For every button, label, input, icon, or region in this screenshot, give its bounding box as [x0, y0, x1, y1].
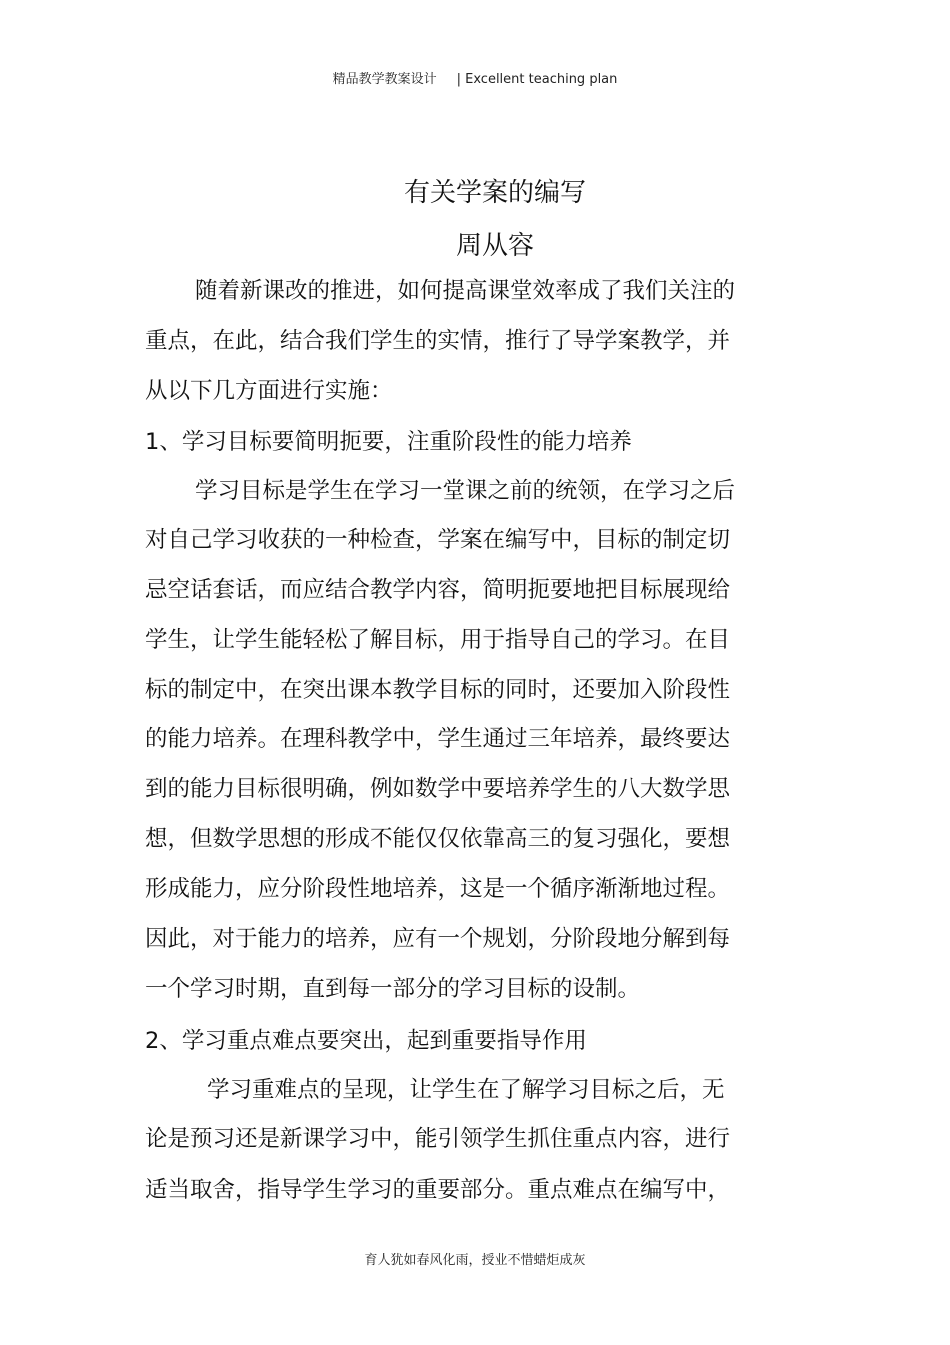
body-line: 对自己学习收获的一种检查，学案在编写中，目标的制定切	[145, 527, 731, 553]
body-line: 学习重难点的呈现，让学生在了解学习目标之后，无	[207, 1077, 725, 1103]
body-line: 到的能力目标很明确，例如数学中要培养学生的八大数学思	[145, 776, 731, 802]
document-author: 周从容	[455, 231, 534, 261]
body-line: 的能力培养。在理科教学中，学生通过三年培养，最终要达	[145, 726, 731, 752]
body-line: 学生，让学生能轻松了解目标，用于指导自己的学习。在目	[145, 627, 731, 653]
document-title: 有关学案的编写	[403, 178, 586, 208]
section-heading: 2、学习重点难点要突出，起到重要指导作用	[145, 1028, 587, 1054]
body-line: 适当取舍，指导学生学习的重要部分。重点难点在编写中，	[145, 1177, 731, 1203]
body-line: 因此，对于能力的培养，应有一个规划，分阶段地分解到每	[145, 926, 731, 952]
body-line: 一个学习时期，直到每一部分的学习目标的设制。	[145, 976, 641, 1002]
header-left-text: 精品教学教案设计	[332, 72, 437, 87]
body-line: 形成能力，应分阶段性地培养，这是一个循序渐渐地过程。	[145, 876, 731, 902]
body-line: 从以下几方面进行实施：	[145, 378, 393, 404]
page-header	[0, 68, 950, 87]
body-line: 随着新课改的推进，如何提高课堂效率成了我们关注的	[195, 278, 736, 304]
page-footer: 育人犹如春风化雨，授业不惜蜡炬成灰	[364, 1253, 586, 1268]
section-heading: 1、学习目标要简明扼要，注重阶段性的能力培养	[145, 429, 632, 455]
body-line: 想，但数学思想的形成不能仅仅依靠高三的复习强化，要想	[145, 826, 731, 852]
body-line: 论是预习还是新课学习中，能引领学生抓住重点内容，进行	[145, 1126, 731, 1152]
body-line: 重点，在此，结合我们学生的实情，推行了导学案教学，并	[145, 328, 731, 354]
body-line: 学习目标是学生在学习一堂课之前的统领，在学习之后	[195, 478, 736, 504]
header-right-text: | Excellent teaching plan	[456, 72, 618, 87]
body-line: 忌空话套话，而应结合教学内容，简明扼要地把目标展现给	[145, 577, 731, 603]
body-line: 标的制定中，在突出课本教学目标的同时，还要加入阶段性	[145, 677, 731, 703]
